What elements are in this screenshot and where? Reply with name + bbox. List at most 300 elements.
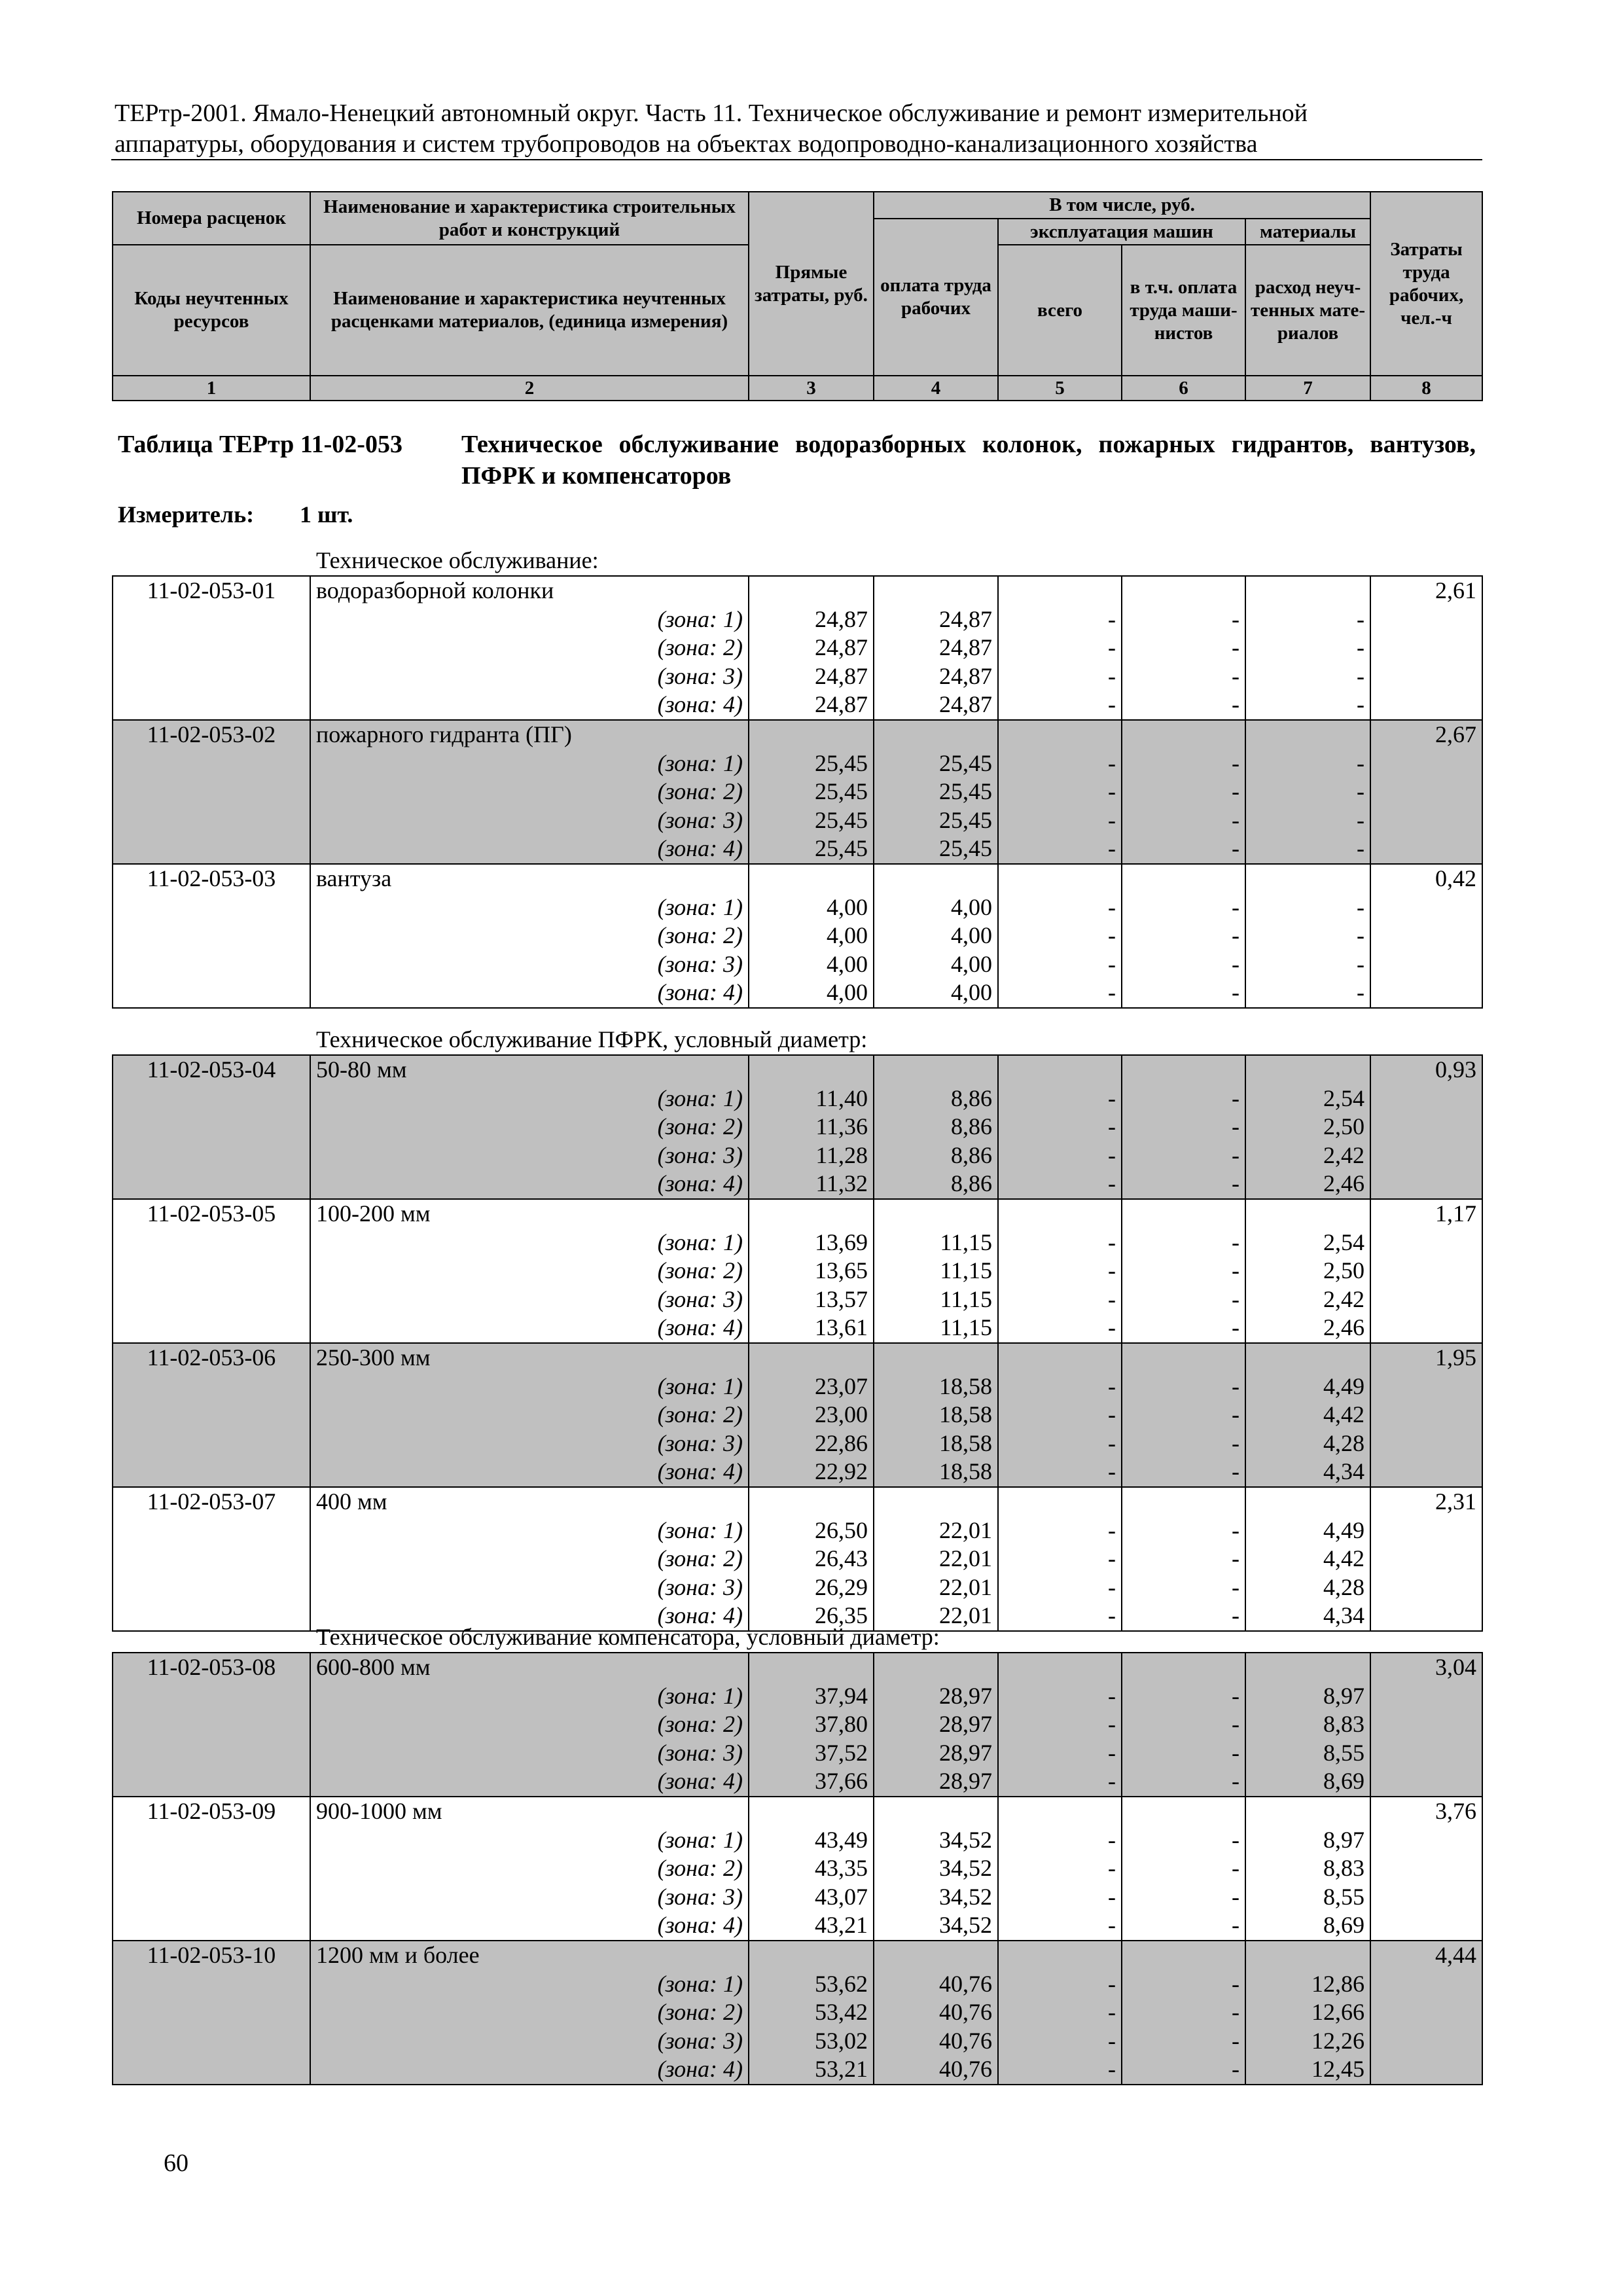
zone-label: (зона: 3) <box>310 1573 749 1602</box>
empty-cell <box>113 1257 310 1285</box>
empty-cell <box>1370 1229 1482 1257</box>
machinist-pay: - <box>1122 1602 1245 1631</box>
materials-cost: - <box>1245 662 1370 691</box>
machinist-pay: - <box>1122 1854 1245 1883</box>
empty-cell <box>1370 1767 1482 1797</box>
zone-label: (зона: 1) <box>310 1682 749 1711</box>
header-rates-numbers: Номера расценок <box>113 192 310 245</box>
machinist-pay: - <box>1122 1739 1245 1768</box>
direct-cost: 26,29 <box>749 1573 874 1602</box>
labor-pay: 40,76 <box>874 1970 998 1999</box>
header-total: всего <box>998 245 1122 376</box>
direct-cost: 26,43 <box>749 1545 874 1573</box>
empty-cell <box>1370 834 1482 864</box>
empty-cell <box>998 1199 1122 1229</box>
empty-cell <box>1245 576 1370 605</box>
direct-cost: 13,65 <box>749 1257 874 1285</box>
materials-cost: 8,55 <box>1245 1883 1370 1912</box>
col-num: 3 <box>749 376 874 401</box>
zone-row <box>113 1826 1482 1855</box>
empty-cell <box>113 978 310 1008</box>
rate-name: водоразборной колонки <box>310 576 749 605</box>
materials-cost: - <box>1245 834 1370 864</box>
zone-label: (зона: 2) <box>310 1401 749 1429</box>
header-including: В том числе, руб. <box>874 192 1370 219</box>
zone-label: (зона: 1) <box>310 1970 749 1999</box>
labor-pay: 8,86 <box>874 1085 998 1113</box>
materials-cost: 2,50 <box>1245 1113 1370 1141</box>
zone-row <box>113 893 1482 922</box>
empty-cell <box>998 864 1122 893</box>
empty-cell <box>1370 1602 1482 1631</box>
rate-code: 11-02-053-04 <box>113 1055 310 1085</box>
rate-code: 11-02-053-01 <box>113 576 310 605</box>
machine-total: - <box>998 1314 1122 1343</box>
labor-pay: 22,01 <box>874 1573 998 1602</box>
materials-cost: - <box>1245 950 1370 979</box>
empty-cell <box>1370 1911 1482 1941</box>
labor-pay: 22,01 <box>874 1602 998 1631</box>
rate-row <box>113 1941 1482 1970</box>
empty-cell <box>113 893 310 922</box>
materials-cost: 8,97 <box>1245 1682 1370 1711</box>
zone-label: (зона: 4) <box>310 1767 749 1797</box>
empty-cell <box>998 1487 1122 1516</box>
empty-cell <box>1122 1797 1245 1826</box>
rate-row <box>113 864 1482 893</box>
materials-cost: - <box>1245 634 1370 662</box>
rate-labor: 1,95 <box>1370 1343 1482 1372</box>
rate-row <box>113 1199 1482 1229</box>
empty-cell <box>1245 1653 1370 1682</box>
rate-name: 400 мм <box>310 1487 749 1516</box>
rate-labor: 0,93 <box>1370 1055 1482 1085</box>
empty-cell <box>1370 1170 1482 1199</box>
zone-row <box>113 1285 1482 1314</box>
measure-line <box>118 501 353 528</box>
machine-total: - <box>998 1516 1122 1545</box>
col-num: 7 <box>1245 376 1370 401</box>
machinist-pay: - <box>1122 1257 1245 1285</box>
materials-cost: 8,97 <box>1245 1826 1370 1855</box>
zone-row <box>113 691 1482 720</box>
empty-cell <box>998 1343 1122 1372</box>
zone-row <box>113 2027 1482 2056</box>
zone-row <box>113 1739 1482 1768</box>
machinist-pay: - <box>1122 749 1245 778</box>
labor-pay: 28,97 <box>874 1710 998 1739</box>
empty-cell <box>749 720 874 749</box>
machine-total: - <box>998 950 1122 979</box>
materials-cost: - <box>1245 893 1370 922</box>
materials-cost: 4,34 <box>1245 1602 1370 1631</box>
labor-pay: 40,76 <box>874 1998 998 2027</box>
zone-row <box>113 834 1482 864</box>
empty-cell <box>1370 2027 1482 2056</box>
direct-cost: 13,57 <box>749 1285 874 1314</box>
empty-cell <box>1370 1516 1482 1545</box>
rate-row <box>113 1055 1482 1085</box>
empty-cell <box>1370 1372 1482 1401</box>
labor-pay: 24,87 <box>874 605 998 634</box>
page-number: 60 <box>164 2149 188 2177</box>
rate-row <box>113 1653 1482 1682</box>
zone-label: (зона: 4) <box>310 1911 749 1941</box>
zone-label: (зона: 1) <box>310 1372 749 1401</box>
rate-row <box>113 720 1482 749</box>
zone-label: (зона: 3) <box>310 806 749 835</box>
zone-label: (зона: 3) <box>310 1883 749 1912</box>
rate-code: 11-02-053-07 <box>113 1487 310 1516</box>
machinist-pay: - <box>1122 1458 1245 1487</box>
direct-cost: 26,35 <box>749 1602 874 1631</box>
labor-pay: 18,58 <box>874 1372 998 1401</box>
empty-cell <box>113 749 310 778</box>
direct-cost: 43,21 <box>749 1911 874 1941</box>
rate-name: пожарного гидранта (ПГ) <box>310 720 749 749</box>
rates-table <box>112 1054 1483 1632</box>
zone-row <box>113 978 1482 1008</box>
empty-cell <box>113 1458 310 1487</box>
zone-row <box>113 1229 1482 1257</box>
direct-cost: 24,87 <box>749 691 874 720</box>
direct-cost: 53,21 <box>749 2055 874 2085</box>
materials-cost: 8,83 <box>1245 1710 1370 1739</box>
empty-cell <box>998 1941 1122 1970</box>
zone-row <box>113 1113 1482 1141</box>
empty-cell <box>113 691 310 720</box>
empty-cell <box>1370 1826 1482 1855</box>
machine-total: - <box>998 1710 1122 1739</box>
empty-cell <box>113 1372 310 1401</box>
empty-cell <box>1370 749 1482 778</box>
labor-pay: 34,52 <box>874 1854 998 1883</box>
machinist-pay: - <box>1122 1883 1245 1912</box>
empty-cell <box>113 1516 310 1545</box>
rate-code: 11-02-053-10 <box>113 1941 310 1970</box>
header-labor-pay: оплата труда рабочих <box>874 219 998 376</box>
zone-row <box>113 1516 1482 1545</box>
empty-cell <box>113 1911 310 1941</box>
materials-cost: 2,54 <box>1245 1085 1370 1113</box>
empty-cell <box>1370 1710 1482 1739</box>
empty-cell <box>1370 2055 1482 2085</box>
materials-cost: 4,42 <box>1245 1545 1370 1573</box>
rate-code: 11-02-053-06 <box>113 1343 310 1372</box>
zone-label: (зона: 3) <box>310 662 749 691</box>
machine-total: - <box>998 1170 1122 1199</box>
empty-cell <box>1370 1141 1482 1170</box>
zone-row <box>113 1854 1482 1883</box>
machinist-pay: - <box>1122 950 1245 979</box>
direct-cost: 11,32 <box>749 1170 874 1199</box>
rates-table <box>112 575 1483 1009</box>
machinist-pay: - <box>1122 1826 1245 1855</box>
machinist-pay: - <box>1122 978 1245 1008</box>
direct-cost: 37,94 <box>749 1682 874 1711</box>
machine-total: - <box>998 1141 1122 1170</box>
empty-cell <box>1370 1401 1482 1429</box>
empty-cell <box>998 1653 1122 1682</box>
machinist-pay: - <box>1122 1545 1245 1573</box>
zone-label: (зона: 3) <box>310 950 749 979</box>
machine-total: - <box>998 1545 1122 1573</box>
zone-row <box>113 1710 1482 1739</box>
labor-pay: 11,15 <box>874 1257 998 1285</box>
empty-cell <box>1370 1314 1482 1343</box>
machine-total: - <box>998 1602 1122 1631</box>
machinist-pay: - <box>1122 1085 1245 1113</box>
labor-pay: 4,00 <box>874 950 998 979</box>
machine-total: - <box>998 1429 1122 1458</box>
direct-cost: 11,36 <box>749 1113 874 1141</box>
machine-total: - <box>998 806 1122 835</box>
empty-cell <box>874 1199 998 1229</box>
materials-cost: 12,45 <box>1245 2055 1370 2085</box>
direct-cost: 24,87 <box>749 662 874 691</box>
machinist-pay: - <box>1122 605 1245 634</box>
zone-row <box>113 662 1482 691</box>
empty-cell <box>113 1170 310 1199</box>
empty-cell <box>1122 1199 1245 1229</box>
zone-row <box>113 1314 1482 1343</box>
labor-pay: 8,86 <box>874 1170 998 1199</box>
empty-cell <box>1122 1055 1245 1085</box>
direct-cost: 37,80 <box>749 1710 874 1739</box>
table-caption-title: Техническое обслуживание водоразборных колонок, пожарных гидрантов, вантузов, ПФРК и компенсаторов <box>461 431 1476 490</box>
machine-total: - <box>998 922 1122 950</box>
machinist-pay: - <box>1122 1285 1245 1314</box>
direct-cost: 23,00 <box>749 1401 874 1429</box>
empty-cell <box>1245 1487 1370 1516</box>
rate-labor: 4,44 <box>1370 1941 1482 1970</box>
empty-cell <box>1245 864 1370 893</box>
rate-name: 900-1000 мм <box>310 1797 749 1826</box>
header-work-name: Наименование и характеристика строительных работ и конструкций <box>310 192 749 245</box>
machinist-pay: - <box>1122 1998 1245 2027</box>
zone-row <box>113 1998 1482 2027</box>
machine-total: - <box>998 1767 1122 1797</box>
direct-cost: 43,49 <box>749 1826 874 1855</box>
empty-cell <box>113 662 310 691</box>
labor-pay: 4,00 <box>874 922 998 950</box>
zone-label: (зона: 2) <box>310 1113 749 1141</box>
empty-cell <box>1370 1970 1482 1999</box>
empty-cell <box>1370 806 1482 835</box>
materials-cost: 4,28 <box>1245 1429 1370 1458</box>
header-unaccounted-materials: расход неуч-тенных мате-риалов <box>1245 245 1370 376</box>
zone-label: (зона: 2) <box>310 1545 749 1573</box>
direct-cost: 25,45 <box>749 749 874 778</box>
empty-cell <box>1370 1545 1482 1573</box>
group-heading: Техническое обслуживание компенсатора, условный диаметр: <box>316 1624 940 1650</box>
measure-value: 1 шт. <box>300 501 353 528</box>
direct-cost: 22,92 <box>749 1458 874 1487</box>
empty-cell <box>1122 1487 1245 1516</box>
zone-row <box>113 950 1482 979</box>
zone-row <box>113 634 1482 662</box>
empty-cell <box>113 1314 310 1343</box>
labor-pay: 8,86 <box>874 1113 998 1141</box>
materials-cost: 4,28 <box>1245 1573 1370 1602</box>
zone-label: (зона: 3) <box>310 1429 749 1458</box>
direct-cost: 11,28 <box>749 1141 874 1170</box>
direct-cost: 4,00 <box>749 978 874 1008</box>
empty-cell <box>113 1826 310 1855</box>
zone-label: (зона: 4) <box>310 1602 749 1631</box>
zone-row <box>113 1545 1482 1573</box>
empty-cell <box>1122 1343 1245 1372</box>
machine-total: - <box>998 1573 1122 1602</box>
materials-cost: 8,83 <box>1245 1854 1370 1883</box>
machinist-pay: - <box>1122 691 1245 720</box>
machinist-pay: - <box>1122 806 1245 835</box>
empty-cell <box>113 950 310 979</box>
labor-pay: 11,15 <box>874 1229 998 1257</box>
empty-cell <box>1370 950 1482 979</box>
running-header-line1: ТЕРтр-2001. Ямало-Ненецкий автономный округ. Часть 11. Техническое обслуживание и ремонт измерительной <box>115 99 1308 127</box>
header-resource-codes: Коды неучтенных ресурсов <box>113 245 310 376</box>
materials-cost: - <box>1245 978 1370 1008</box>
direct-cost: 25,45 <box>749 778 874 806</box>
zone-row <box>113 1682 1482 1711</box>
running-header-line2: аппаратуры, оборудования и систем трубопроводов на объектах водопроводно-канализационного хозяйства <box>115 130 1258 158</box>
zone-row <box>113 1170 1482 1199</box>
labor-pay: 22,01 <box>874 1516 998 1545</box>
zone-label: (зона: 4) <box>310 2055 749 2085</box>
machinist-pay: - <box>1122 1911 1245 1941</box>
direct-cost: 23,07 <box>749 1372 874 1401</box>
empty-cell <box>113 1429 310 1458</box>
labor-pay: 8,86 <box>874 1141 998 1170</box>
zone-row <box>113 1573 1482 1602</box>
machine-total: - <box>998 662 1122 691</box>
empty-cell <box>1370 1113 1482 1141</box>
zone-label: (зона: 4) <box>310 978 749 1008</box>
zone-label: (зона: 1) <box>310 1085 749 1113</box>
empty-cell <box>1370 691 1482 720</box>
machine-total: - <box>998 605 1122 634</box>
machinist-pay: - <box>1122 1516 1245 1545</box>
materials-cost: - <box>1245 922 1370 950</box>
empty-cell <box>874 1487 998 1516</box>
empty-cell <box>749 1343 874 1372</box>
empty-cell <box>113 922 310 950</box>
rate-row <box>113 576 1482 605</box>
machinist-pay: - <box>1122 1170 1245 1199</box>
machinist-pay: - <box>1122 1401 1245 1429</box>
empty-cell <box>1370 1429 1482 1458</box>
col-num: 1 <box>113 376 310 401</box>
empty-cell <box>1370 1998 1482 2027</box>
rates-table <box>112 1652 1483 2085</box>
empty-cell <box>1122 864 1245 893</box>
machine-total: - <box>998 978 1122 1008</box>
labor-pay: 24,87 <box>874 691 998 720</box>
zone-row <box>113 1767 1482 1797</box>
direct-cost: 4,00 <box>749 950 874 979</box>
empty-cell <box>113 1767 310 1797</box>
materials-cost: 12,66 <box>1245 1998 1370 2027</box>
header-labor-costs: Затраты труда рабочих, чел.-ч <box>1370 192 1482 376</box>
empty-cell <box>1245 1797 1370 1826</box>
zone-label: (зона: 2) <box>310 1998 749 2027</box>
zone-row <box>113 1401 1482 1429</box>
machine-total: - <box>998 1970 1122 1999</box>
header-direct-costs: Прямые затраты, руб. <box>749 192 874 376</box>
zone-label: (зона: 1) <box>310 749 749 778</box>
direct-cost: 37,66 <box>749 1767 874 1797</box>
labor-pay: 28,97 <box>874 1767 998 1797</box>
empty-cell <box>113 1401 310 1429</box>
empty-cell <box>998 720 1122 749</box>
machinist-pay: - <box>1122 778 1245 806</box>
empty-cell <box>1370 978 1482 1008</box>
materials-cost: 4,49 <box>1245 1516 1370 1545</box>
empty-cell <box>998 1797 1122 1826</box>
empty-cell <box>113 1682 310 1711</box>
col-num: 6 <box>1122 376 1245 401</box>
materials-cost: 2,50 <box>1245 1257 1370 1285</box>
materials-cost: - <box>1245 749 1370 778</box>
zone-label: (зона: 1) <box>310 1516 749 1545</box>
labor-pay: 4,00 <box>874 978 998 1008</box>
zone-label: (зона: 2) <box>310 922 749 950</box>
zone-label: (зона: 4) <box>310 691 749 720</box>
machine-total: - <box>998 1285 1122 1314</box>
machinist-pay: - <box>1122 2055 1245 2085</box>
direct-cost: 13,61 <box>749 1314 874 1343</box>
empty-cell <box>113 1545 310 1573</box>
empty-cell <box>1122 720 1245 749</box>
zone-row <box>113 749 1482 778</box>
direct-cost: 53,02 <box>749 2027 874 2056</box>
empty-cell <box>113 2027 310 2056</box>
zone-label: (зона: 3) <box>310 2027 749 2056</box>
materials-cost: 2,54 <box>1245 1229 1370 1257</box>
empty-cell <box>1370 1854 1482 1883</box>
col-num: 8 <box>1370 376 1482 401</box>
rate-code: 11-02-053-09 <box>113 1797 310 1826</box>
machinist-pay: - <box>1122 1429 1245 1458</box>
zone-row <box>113 1970 1482 1999</box>
zone-row <box>113 806 1482 835</box>
materials-cost: 2,46 <box>1245 1314 1370 1343</box>
group-heading: Техническое обслуживание: <box>316 547 599 573</box>
empty-cell <box>1122 576 1245 605</box>
rate-code: 11-02-053-03 <box>113 864 310 893</box>
empty-cell <box>749 1487 874 1516</box>
empty-cell <box>1370 1573 1482 1602</box>
machine-total: - <box>998 1401 1122 1429</box>
machine-total: - <box>998 1458 1122 1487</box>
empty-cell <box>1245 720 1370 749</box>
zone-label: (зона: 4) <box>310 1458 749 1487</box>
empty-cell <box>874 576 998 605</box>
machine-total: - <box>998 691 1122 720</box>
machine-total: - <box>998 1739 1122 1768</box>
empty-cell <box>749 576 874 605</box>
materials-cost: 8,69 <box>1245 1911 1370 1941</box>
empty-cell <box>113 1229 310 1257</box>
table-caption-number: Таблица ТЕРтр 11-02-053 <box>118 431 402 458</box>
machinist-pay: - <box>1122 1113 1245 1141</box>
rate-name: 1200 мм и более <box>310 1941 749 1970</box>
empty-cell <box>1370 893 1482 922</box>
zone-label: (зона: 2) <box>310 634 749 662</box>
empty-cell <box>113 778 310 806</box>
rate-labor: 3,04 <box>1370 1653 1482 1682</box>
